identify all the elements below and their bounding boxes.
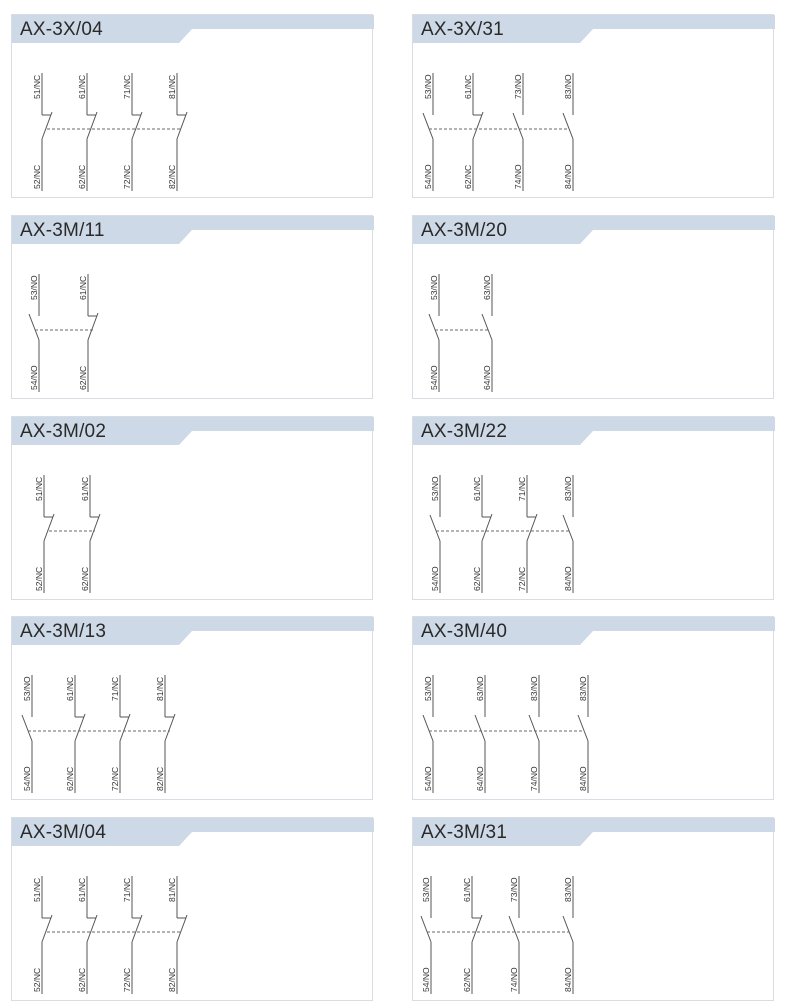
card-header (413, 417, 773, 447)
terminal-label-top: 83/NO (563, 877, 573, 902)
card-title: AX-3M/20 (421, 220, 508, 241)
terminal-label-top: 81/NC (167, 74, 177, 99)
terminal-label-top: 83/NO (578, 676, 588, 701)
terminal-label-top: 73/NO (513, 74, 523, 99)
terminal-label-bottom: 74/NO (529, 766, 539, 791)
card-header (12, 417, 372, 447)
no-blade (529, 715, 539, 741)
terminal-label-bottom: 52/NC (34, 566, 44, 591)
card-title: AX-3M/40 (421, 621, 508, 642)
terminal-label-top: 53/NO (429, 275, 439, 300)
terminal-label-bottom: 62/NC (77, 164, 87, 189)
terminal-label-bottom: 84/NO (563, 967, 573, 992)
terminal-label-top: 61/NC (80, 476, 90, 501)
terminal-label-top: 53/NO (29, 275, 39, 300)
card-header (12, 617, 372, 647)
terminal-label-top: 71/NC (122, 877, 132, 902)
terminal-label-bottom: 64/NO (482, 365, 492, 390)
terminal-label-bottom: 74/NO (509, 967, 519, 992)
card-title: AX-3M/22 (421, 421, 508, 442)
no-blade (29, 314, 39, 340)
nc-blade (75, 714, 85, 741)
card-header (12, 15, 372, 45)
no-blade (482, 314, 492, 340)
nc-blade (44, 514, 54, 541)
terminal-label-bottom: 52/NC (32, 164, 42, 189)
nc-blade (42, 915, 52, 942)
no-blade (513, 113, 523, 139)
terminal-label-bottom: 54/NO (429, 365, 439, 390)
nc-blade (87, 915, 97, 942)
terminal-label-top: 61/NC (462, 877, 472, 902)
terminal-label-top: 71/NC (110, 676, 120, 701)
card-title: AX-3X/31 (421, 19, 504, 40)
nc-blade (177, 915, 187, 942)
terminal-label-bottom: 64/NO (475, 766, 485, 791)
terminal-label-bottom: 72/NC (110, 766, 120, 791)
terminal-label-top: 73/NO (509, 877, 519, 902)
nc-blade (527, 514, 537, 541)
terminal-label-top: 53/NO (423, 74, 433, 99)
card-title: AX-3M/04 (20, 822, 107, 843)
card-ax-3x-31 (412, 14, 774, 198)
terminal-label-top: 71/NC (122, 74, 132, 99)
card-ax-3m-40 (412, 616, 774, 800)
card-header (413, 818, 773, 848)
terminal-label-bottom: 62/NC (65, 766, 75, 791)
terminal-label-bottom: 84/NO (563, 164, 573, 189)
card-header (413, 216, 773, 246)
nc-blade (90, 514, 100, 541)
card-header (413, 617, 773, 647)
terminal-label-top: 61/NC (472, 476, 482, 501)
no-blade (509, 916, 519, 942)
terminal-label-bottom: 54/NO (423, 164, 433, 189)
card-ax-3x-04 (11, 14, 373, 198)
nc-blade (87, 112, 97, 139)
card-header (12, 818, 372, 848)
no-blade (22, 715, 32, 741)
nc-blade (482, 514, 492, 541)
card-ax-3m-31 (412, 817, 774, 1001)
no-blade (421, 916, 431, 942)
terminal-label-bottom: 72/NC (517, 566, 527, 591)
card-title: AX-3X/04 (20, 19, 103, 40)
nc-blade (132, 112, 142, 139)
terminal-label-bottom: 54/NO (22, 766, 32, 791)
terminal-label-bottom: 62/NC (80, 566, 90, 591)
terminal-label-top: 61/NC (65, 676, 75, 701)
card-ax-3m-02 (11, 416, 373, 600)
terminal-label-bottom: 72/NC (122, 967, 132, 992)
contact-diagram (413, 647, 775, 799)
nc-blade (165, 714, 175, 741)
terminal-label-bottom: 84/NO (578, 766, 588, 791)
card-title: AX-3M/11 (20, 220, 105, 241)
nc-blade (42, 112, 52, 139)
terminal-label-top: 51/NC (32, 877, 42, 902)
no-blade (429, 314, 439, 340)
nc-blade (120, 714, 130, 741)
contact-diagram (12, 45, 374, 197)
contact-diagram (12, 647, 374, 799)
terminal-label-bottom: 54/NO (423, 766, 433, 791)
terminal-label-top: 63/NO (475, 676, 485, 701)
terminal-label-top: 61/NC (77, 74, 87, 99)
no-blade (475, 715, 485, 741)
card-ax-3m-22 (412, 416, 774, 600)
terminal-label-top: 61/NC (77, 877, 87, 902)
contact-diagram (12, 246, 374, 398)
terminal-label-bottom: 52/NC (32, 967, 42, 992)
nc-blade (472, 915, 482, 942)
contact-diagram (413, 45, 775, 197)
terminal-label-top: 53/NO (423, 676, 433, 701)
terminal-label-bottom: 82/NC (155, 766, 165, 791)
terminal-label-top: 83/NO (529, 676, 539, 701)
terminal-label-bottom: 54/NO (29, 365, 39, 390)
terminal-label-bottom: 62/NC (462, 967, 472, 992)
terminal-label-bottom: 54/NO (421, 967, 431, 992)
card-title: AX-3M/02 (20, 421, 107, 442)
terminal-label-top: 61/NC (78, 275, 88, 300)
card-title: AX-3M/31 (421, 822, 508, 843)
no-blade (578, 715, 588, 741)
card-ax-3m-20 (412, 215, 774, 399)
card-header (12, 216, 372, 246)
card-header (413, 15, 773, 45)
terminal-label-bottom: 72/NC (122, 164, 132, 189)
no-blade (563, 113, 573, 139)
terminal-label-bottom: 84/NO (563, 566, 573, 591)
contact-diagram (413, 246, 775, 398)
nc-blade (177, 112, 187, 139)
card-title: AX-3M/13 (20, 621, 107, 642)
terminal-label-bottom: 82/NC (167, 164, 177, 189)
terminal-label-top: 51/NC (32, 74, 42, 99)
no-blade (430, 515, 440, 541)
terminal-label-top: 63/NO (482, 275, 492, 300)
terminal-label-top: 81/NC (155, 676, 165, 701)
contact-diagram (12, 447, 374, 599)
terminal-label-top: 51/NC (34, 476, 44, 501)
terminal-label-bottom: 62/NC (463, 164, 473, 189)
card-ax-3m-11 (11, 215, 373, 399)
card-ax-3m-13 (11, 616, 373, 800)
contact-diagram (12, 848, 374, 1000)
contact-diagram (413, 848, 775, 1000)
terminal-label-top: 61/NC (463, 74, 473, 99)
nc-blade (473, 112, 483, 139)
no-blade (423, 113, 433, 139)
terminal-label-top: 83/NO (563, 74, 573, 99)
nc-blade (132, 915, 142, 942)
terminal-label-bottom: 82/NC (167, 967, 177, 992)
terminal-label-top: 53/NO (22, 676, 32, 701)
terminal-label-top: 53/NO (430, 476, 440, 501)
no-blade (563, 916, 573, 942)
contact-diagram (413, 447, 775, 599)
no-blade (423, 715, 433, 741)
terminal-label-bottom: 62/NC (472, 566, 482, 591)
terminal-label-bottom: 74/NO (513, 164, 523, 189)
terminal-label-bottom: 54/NO (430, 566, 440, 591)
terminal-label-top: 81/NC (167, 877, 177, 902)
terminal-label-top: 53/NO (421, 877, 431, 902)
terminal-label-bottom: 62/NC (78, 365, 88, 390)
no-blade (563, 515, 573, 541)
card-ax-3m-04 (11, 817, 373, 1001)
nc-blade (88, 313, 98, 340)
terminal-label-top: 71/NC (517, 476, 527, 501)
terminal-label-bottom: 62/NC (77, 967, 87, 992)
terminal-label-top: 83/NO (563, 476, 573, 501)
